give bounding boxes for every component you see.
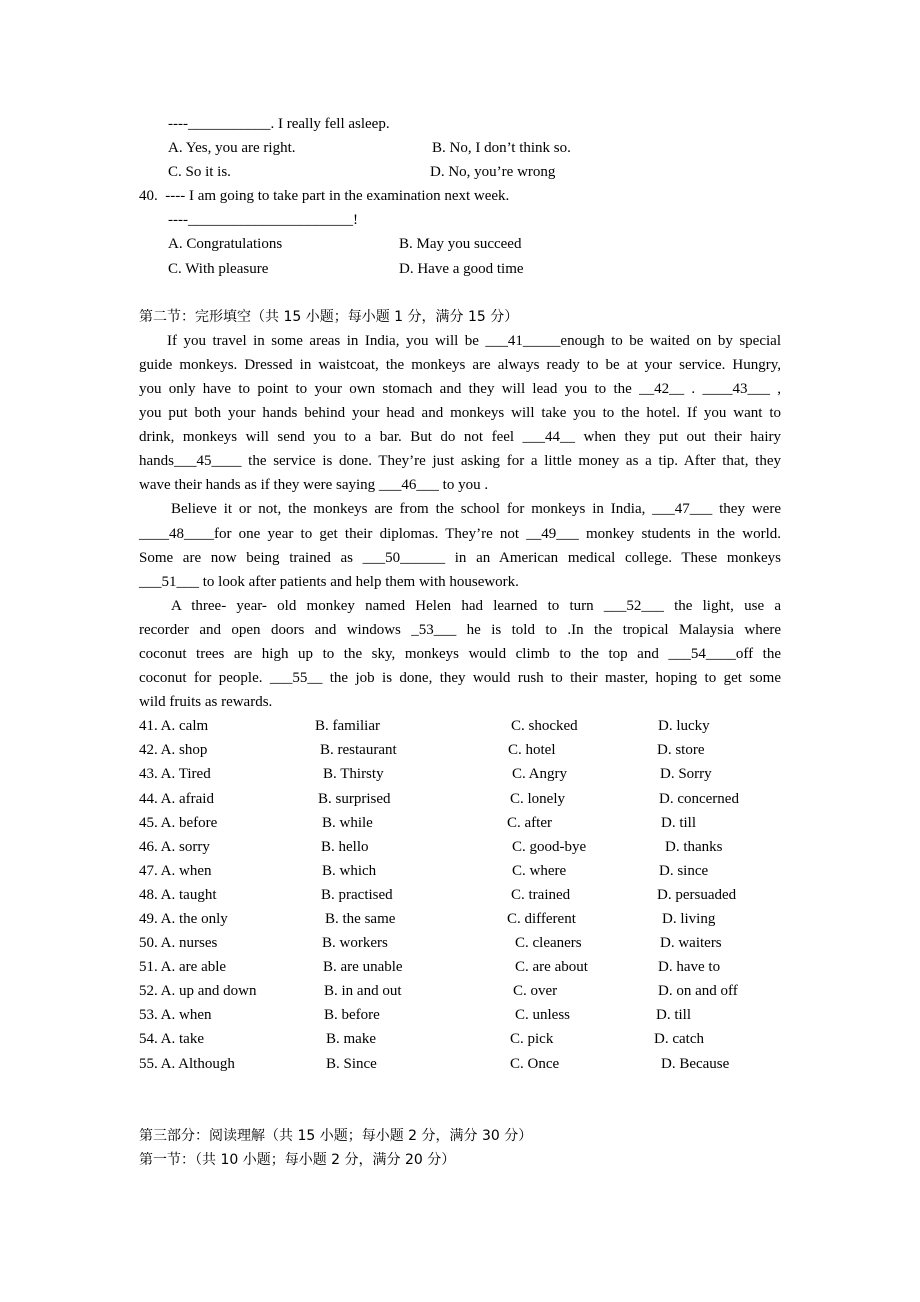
q40-reply: ----______________________! [168,212,358,229]
q39-option-c: C. So it is. [168,164,231,181]
spacer [139,281,781,305]
spacer [139,1076,781,1124]
choice-d: D. Because [661,1055,730,1072]
passage-line: A three- year- old monkey named Helen had learned to turn ___52___ the light, use a [171,597,781,614]
q39-reply: ----___________. I really fell asleep. [168,116,390,132]
choice-c: C. good-bye [512,838,587,855]
passage-line: ____48____for one year to get their diplomas. They’re not __49___ monkey students in the world. [139,525,781,542]
cloze-choices [139,714,781,1075]
choice-c: C. after [507,814,552,831]
choice-c: C. Once [510,1055,560,1072]
passage-line: Believe it or not, the monkeys are from the school for monkeys in India, ___47___ they were [171,501,781,518]
choice-d: D. waiters [660,935,722,952]
choice-row-44 [139,787,781,811]
choice-a: 54. A. take [139,1031,204,1048]
choice-a: 55. A. Although [139,1055,235,1072]
choice-c: C. over [513,983,558,1000]
q39-options-row-2 [139,160,781,184]
passage-line: you only have to point to your own stomach and they will lead you to the __42__ . ____43___ , [139,380,781,397]
choice-d: D. lucky [658,718,710,735]
q40-prompt: 40. ---- I am going to take part in the examination next week. [139,188,510,205]
choice-b: B. workers [322,935,388,952]
q40-option-a: A. Congratulations [168,236,283,253]
choice-d: D. concerned [659,790,739,807]
choice-b: B. hello [321,838,369,855]
choice-row-55 [139,1052,781,1076]
choice-d: D. thanks [665,838,723,855]
choice-d: D. till [656,1007,692,1024]
choice-a: 52. A. up and down [139,983,257,1000]
choice-c: C. shocked [511,718,578,735]
passage-line: recorder and open doors and windows _53___ he is told to .In the tropical Malaysia where [139,621,781,638]
choice-c: C. lonely [510,790,565,807]
q39-option-d: D. No, you’re wrong [430,164,556,181]
choice-row-48 [139,883,781,907]
section2-title: 第二节：完形填空（共 15 小题；每小题 1 分，满分 15 分） [139,308,519,325]
choice-a: 48. A. taught [139,886,217,903]
choice-row-53 [139,1003,781,1027]
choice-a: 51. A. are able [139,959,227,976]
choice-a: 41. A. calm [139,718,209,735]
passage-line: coconut trees are high up to the sky, monkeys would climb to the top and ___54____off the [139,645,781,662]
q40-options-row-2 [139,257,781,281]
choice-c: C. unless [515,1007,571,1024]
choice-d: D. catch [654,1031,704,1048]
choice-row-43 [139,762,781,786]
choice-a: 53. A. when [139,1007,212,1024]
choice-row-52 [139,979,781,1003]
q40-options-row-1 [139,232,781,256]
passage-line: Some are now being trained as ___50______ in an American medical college. These monkeys [139,549,781,566]
choice-b: B. the same [325,911,396,927]
passage-paragraph-1 [139,329,781,498]
choice-b: B. practised [321,886,393,903]
choice-d: D. till [661,814,697,831]
choice-b: B. which [322,862,377,879]
choice-row-50 [139,931,781,955]
passage-line: hands___45____ the service is done. They’re just asking for a little money as a tip. After that, they [139,453,781,470]
q40-option-c: C. With pleasure [168,260,269,277]
choice-row-46 [139,835,781,859]
choice-a: 50. A. nurses [139,935,218,952]
choice-b: B. restaurant [320,742,397,759]
choice-b: B. Since [326,1055,377,1072]
q40-option-b: B. May you succeed [399,236,522,253]
choice-c: C. hotel [508,742,556,759]
part3-title: 第三部分：阅读理解（共 15 小题；每小题 2 分，满分 30 分） [139,1127,533,1144]
q39-option-a: A. Yes, you are right. [168,140,296,157]
choice-row-47 [139,859,781,883]
choice-c: C. where [512,862,567,879]
choice-b: B. Thirsty [323,766,384,783]
choice-c: C. pick [510,1031,554,1048]
choice-row-49 [139,907,781,931]
passage-line: guide monkeys. Dressed in waistcoat, the monkeys are always ready to be at your service. Hungry, [139,356,781,373]
passage-line: you put both your hands behind your head and monkeys will take you to the hotel. If you want to [139,405,781,422]
choice-c: C. trained [511,886,571,903]
choice-b: B. in and out [324,983,402,1000]
choice-b: B. before [324,1007,380,1024]
choice-a: 47. A. when [139,862,212,879]
choice-b: B. are unable [323,959,403,976]
passage-line: drink, monkeys will send you to a bar. But do not feel ___44__ when they put out their hairy [139,429,781,446]
choice-d: D. persuaded [657,886,737,903]
passage-paragraph-2 [139,497,781,593]
choice-c: C. different [507,911,576,927]
choice-b: B. make [326,1031,376,1048]
choice-d: D. have to [658,959,721,976]
choice-row-41 [139,714,781,738]
choice-c: C. cleaners [515,935,582,952]
choice-a: 49. A. the only [139,911,228,927]
choice-row-45 [139,811,781,835]
choice-row-51 [139,955,781,979]
choice-b: B. surprised [318,790,391,807]
choice-d: D. since [659,862,709,879]
passage-paragraph-3 [139,594,781,714]
choice-b: B. while [322,814,373,831]
choice-a: 44. A. afraid [139,790,214,807]
choice-d: D. store [657,742,705,759]
choice-a: 43. A. Tired [139,766,211,783]
choice-a: 45. A. before [139,814,218,831]
choice-c: C. Angry [512,766,568,783]
choice-d: D. on and off [658,983,738,1000]
choice-a: 42. A. shop [139,742,208,759]
choice-b: B. familiar [315,718,380,735]
choice-d: D. living [662,911,716,927]
passage-line: If you travel in some areas in India, you will be ___41_____enough to be waited on by special [167,332,781,349]
part3-subtitle: 第一节：（共 10 小题；每小题 2 分，满分 20 分） [139,1151,456,1168]
exam-content [139,112,781,1172]
choice-d: D. Sorry [660,766,712,783]
passage-line: ___51___ to look after patients and help them with housework. [139,573,519,590]
q40-option-d: D. Have a good time [399,260,524,277]
q39-option-b: B. No, I don’t think so. [432,140,571,157]
passage-line: wave their hands as if they were saying ___46___ to you . [139,477,489,494]
choice-row-54 [139,1027,781,1051]
q39-options-row-1 [139,136,781,160]
passage-line: wild fruits as rewards. [139,694,273,711]
choice-a: 46. A. sorry [139,838,210,855]
passage-line: coconut for people. ___55__ the job is done, they would rush to their master, hoping to get some [139,670,781,687]
choice-c: C. are about [515,959,588,976]
choice-row-42 [139,738,781,762]
